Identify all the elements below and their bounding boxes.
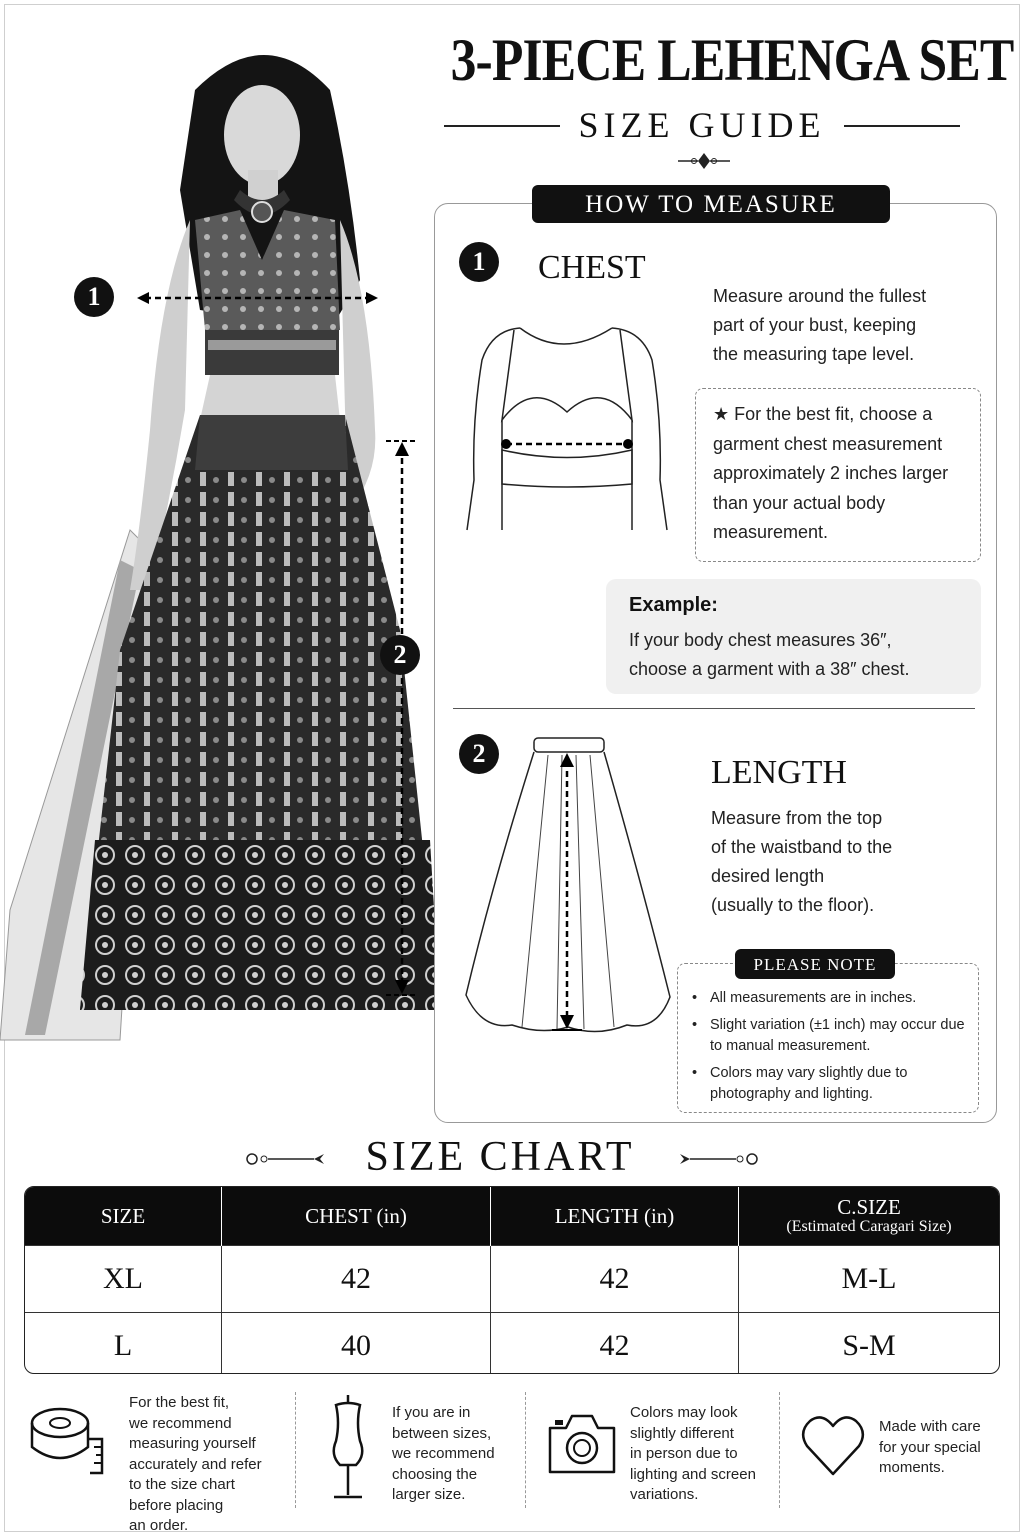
footer-tip-1	[129, 1393, 289, 1537]
chest-line: the measuring tape level.	[713, 344, 915, 364]
length-line: desired length	[711, 866, 825, 886]
fit-tip-line: than your actual body	[713, 492, 886, 513]
camera-icon	[546, 1410, 618, 1476]
col-header-chest: CHEST (in)	[222, 1187, 491, 1246]
please-note-list	[690, 988, 972, 1111]
footer-line: variations.	[630, 1486, 699, 1503]
length-instructions	[711, 804, 973, 920]
length-marker: 2	[380, 635, 420, 675]
fit-tip-text	[713, 400, 975, 548]
page-subtitle: SIZE GUIDE	[578, 105, 826, 145]
chest-marker: 1	[74, 277, 114, 317]
col-header-length: LENGTH (in)	[491, 1187, 739, 1246]
ornament-right-icon	[678, 1150, 760, 1168]
length-measure-arrow	[382, 438, 422, 998]
star-icon: ★	[713, 404, 735, 424]
size-chart-title: SIZE CHART	[365, 1134, 635, 1180]
example-heading: Example:	[629, 594, 718, 616]
footer-line: an order.	[129, 1517, 189, 1534]
length-line: (usually to the floor).	[711, 895, 875, 915]
cell-csize: M-L	[739, 1246, 1000, 1313]
csize-title: C.SIZE	[837, 1195, 901, 1219]
example-line: If your body chest measures 36″,	[629, 630, 892, 650]
chest-line: Measure around the fullest	[713, 286, 927, 306]
footer-line: to the size chart	[129, 1476, 235, 1493]
footer-divider	[295, 1392, 296, 1508]
footer-line: For the best fit,	[129, 1394, 230, 1411]
footer-line: we recommend	[392, 1445, 495, 1462]
ornament-left-icon	[244, 1150, 326, 1168]
measuring-tape-icon	[28, 1403, 108, 1475]
example-line: choose a garment with a 38″ chest.	[629, 659, 910, 679]
please-note-label: PLEASE NOTE	[735, 949, 895, 979]
footer-line: lighting and screen	[630, 1465, 756, 1483]
subtitle-rule-right	[844, 125, 960, 127]
fit-tip-line: approximately 2 inches larger	[713, 463, 949, 483]
footer-line: for your special	[879, 1438, 981, 1456]
fit-tip-line: measurement.	[713, 522, 829, 542]
footer-line: slightly different	[630, 1424, 734, 1442]
footer-line: Made with care	[879, 1418, 981, 1435]
cell-size: L	[25, 1313, 222, 1375]
skirt-diagram	[462, 735, 674, 1040]
length-line: of the waistband to the	[711, 837, 893, 857]
col-header-size: SIZE	[25, 1187, 222, 1246]
footer-line: choosing the	[392, 1465, 478, 1483]
ornament-icon	[676, 150, 732, 172]
length-heading: LENGTH	[711, 754, 847, 791]
note-item: • All measurements are in inches.	[690, 988, 972, 1010]
size-chart-table	[24, 1186, 1000, 1374]
footer-line: we recommend	[129, 1414, 232, 1432]
fit-tip-line: garment chest measurement	[713, 433, 943, 454]
csize-subtitle: (Estimated Caragari Size)	[786, 1218, 952, 1235]
page-title: 3-PIECE LEHENGA SET	[450, 27, 1014, 93]
footer-tip-2	[392, 1403, 522, 1506]
bust-diagram	[462, 300, 672, 535]
chest-heading: CHEST	[538, 249, 646, 286]
cell-chest: 40	[222, 1313, 491, 1375]
chest-step-number: 1	[459, 242, 499, 282]
heart-icon	[800, 1414, 866, 1478]
dress-form-icon	[326, 1393, 370, 1505]
chest-measure-arrow	[135, 287, 380, 309]
table-row	[25, 1246, 999, 1313]
cell-length: 42	[491, 1313, 739, 1375]
footer-line: If you are in	[392, 1404, 471, 1421]
table-row	[25, 1313, 999, 1375]
how-to-measure-label: HOW TO MEASURE	[532, 185, 890, 223]
footer-line: moments.	[879, 1459, 945, 1476]
model-illustration	[0, 30, 440, 1060]
footer-tip-3	[630, 1403, 770, 1506]
footer-line: Colors may look	[630, 1404, 738, 1421]
footer-tip-4	[879, 1417, 1009, 1479]
length-line: Measure from the top	[711, 808, 883, 828]
cell-chest: 42	[222, 1246, 491, 1313]
note-item: • Colors may vary slightly due to photography and lighting.	[690, 1063, 972, 1106]
footer-line: measuring yourself	[129, 1435, 256, 1452]
fit-tip-line: ★ For the best fit, choose a	[713, 404, 933, 424]
footer-line: before placing	[129, 1496, 224, 1514]
col-header-csize	[739, 1187, 1000, 1246]
cell-csize: S-M	[739, 1313, 1000, 1375]
subtitle-block	[444, 104, 960, 148]
footer-line: larger size.	[392, 1486, 466, 1503]
footer-divider	[779, 1392, 780, 1508]
chest-line: part of your bust, keeping	[713, 315, 917, 335]
cell-length: 42	[491, 1246, 739, 1313]
cell-size: XL	[25, 1246, 222, 1313]
footer-line: in person due to	[630, 1445, 738, 1462]
note-item: • Slight variation (±1 inch) may occur due to manual measurement.	[690, 1015, 972, 1058]
footer-line: accurately and refer	[129, 1455, 262, 1473]
section-divider	[453, 708, 975, 709]
chest-instructions	[713, 282, 975, 369]
footer-divider	[525, 1392, 526, 1508]
example-text	[629, 626, 979, 684]
length-step-number: 2	[459, 734, 499, 774]
footer-line: between sizes,	[392, 1424, 492, 1442]
